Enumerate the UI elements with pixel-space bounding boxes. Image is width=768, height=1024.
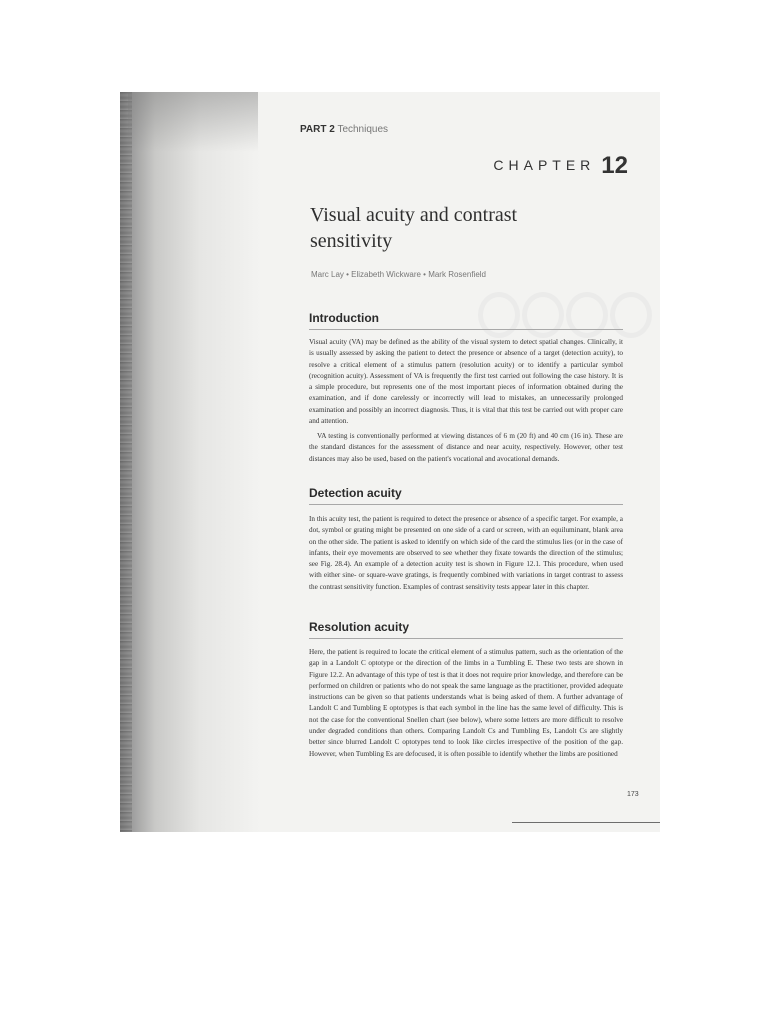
chapter-word: CHAPTER	[493, 157, 596, 173]
detection-paragraph: In this acuity test, the patient is required to detect the presence or absence of a specific target. For example, a dot, symbol or grating might be presented on one side of a card or screen, with an equiluminant, blank area on the other side. The patient is asked to identify on which side of the card the stimulus lies (or in the case of infants, their eye movements are observed to see whether they fixate towards the direction of the stimulus; see Fig. 28.4). An example of a detection acuity test is shown in Figure 12.1. This procedure, when used with either sine- or square-wave gratings, is frequently combined with variations in target contrast to assess the contrast sensitivity function. Examples of contrast sensitivity tests appear later in this chapter.	[309, 515, 623, 591]
part-label	[300, 124, 388, 135]
chapter-title-line: Visual acuity and contrast	[310, 204, 518, 226]
resolution-paragraph: Here, the patient is required to locate the critical element of a stimulus pattern, such as the orientation of the gap in a Landolt C optotype or the direction of the limbs in a Tumbling E. These two tests are shown in Figure 12.2. An advantage of this type of test is that it does not require prior knowledge, and therefore can be performed on children or patients who do not speak the same language as the practitioner, provided adequate instructions can be given so that patients understands what is being asked of them. A further advantage of Landolt C and Tumbling E optotypes is that each symbol in the line has the same level of difficulty. This is not the case for the conventional Snellen chart (see below), where some letters are more difficult to resolve under degraded conditions than others. Comparing Landolt Cs and Tumbling Es, Landolt Cs are slightly better since blurred Landolt C optotypes tend to look like circles irrespective of the position of the gap. However, when Tumbling Es are defocused, it is often possible to identify whether the limbs are positioned	[309, 648, 623, 758]
section-heading-resolution: Resolution acuity	[309, 620, 623, 639]
chapter-heading	[493, 152, 628, 180]
chapter-title	[310, 202, 630, 254]
introduction-paragraph: VA testing is conventionally performed at viewing distances of 6 m (20 ft) and 40 cm (16 in). These are the standard distances for the assessment of distance and near acuity, respectively. However, other test distances may also be used, based on the patient's vocational and avocational demands.	[309, 432, 623, 463]
chapter-number: 12	[601, 152, 628, 179]
section-heading-detection: Detection acuity	[309, 486, 623, 505]
author-list: Marc Lay • Elizabeth Wickware • Mark Rosenfield	[311, 270, 486, 279]
binding-edge	[120, 92, 132, 832]
part-number: PART 2	[300, 124, 335, 135]
part-subtitle: Techniques	[337, 124, 389, 135]
footer-rule	[512, 822, 660, 823]
page-number: 173	[627, 791, 639, 798]
introduction-paragraph: Visual acuity (VA) may be defined as the ability of the visual system to detect spatial changes. Clinically, it is usually assessed by asking the patient to detect the presence or absence of a target (detection acuity), to resolve a critical element of a stimulus pattern (resolution acuity) or to identify a particular symbol (recognition acuity). Assessment of VA is frequently the first test carried out following the case history. It is a simple procedure, but represents one of the most important pieces of information obtained during the examination, and if done carelessly or incorrectly will lead to mistakes, an unnecessarily prolonged examination and possibly an incorrect diagnosis. Thus, it is vital that this test be carried out with proper care and attention.	[309, 338, 623, 426]
page-fold-shadow	[128, 92, 258, 152]
chapter-title-line: sensitivity	[310, 230, 393, 252]
section-heading-introduction: Introduction	[309, 311, 623, 330]
binding-shadow	[120, 92, 260, 832]
